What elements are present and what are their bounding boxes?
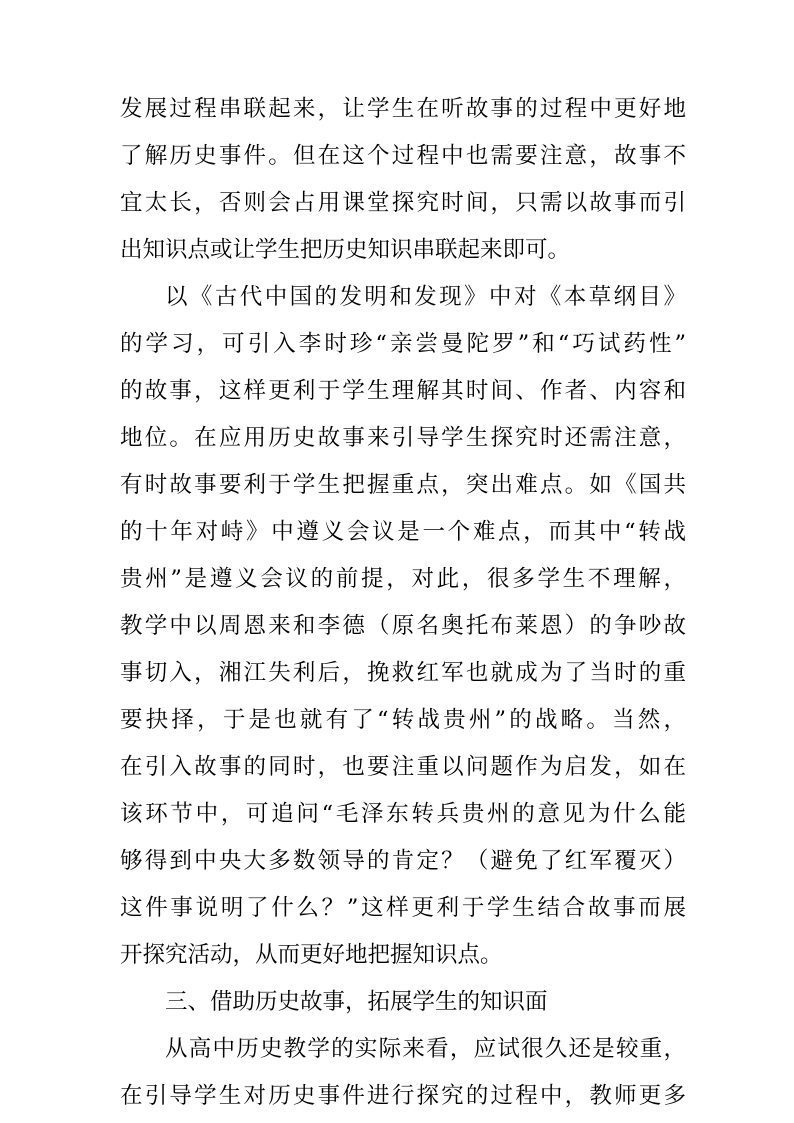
section-heading: [120, 979, 686, 1026]
text-line: 从高中历史教学的实际来看，应试很久还是较重，: [165, 1036, 686, 1062]
text-line: 在引入故事的同时，也要注重以问题作为启发，如在: [120, 754, 686, 780]
text-line: 该环节中，可追问“毛泽东转兵贵州的意见为什么能: [120, 801, 686, 827]
text-line: 贵州”是遵义会议的前提，对此，很多学生不理解，: [120, 566, 686, 592]
text-line: 宜太长，否则会占用课堂探究时间，只需以故事而引: [120, 190, 686, 216]
text-line: 在引导学生对历史事件进行探究的过程中，教师更多: [120, 1083, 686, 1109]
text-line: 要抉择，于是也就有了“转战贵州”的战略。当然，: [120, 707, 686, 733]
paragraph-exam-pressure: [120, 1026, 686, 1120]
paragraph-story-length: [120, 86, 686, 274]
text-line: 有时故事要利于学生把握重点，突出难点。如《国共: [120, 472, 686, 498]
text-line: 地位。在应用历史故事来引导学生探究时还需注意，: [120, 425, 686, 451]
text-line: 事切入，湘江失利后，挽救红军也就成为了当时的重: [120, 660, 686, 686]
text-line: 出知识点或让学生把历史知识串联起来即可。: [120, 237, 571, 263]
text-line: 这件事说明了什么？”这样更利于学生结合故事而展: [120, 895, 686, 921]
text-line: 以《古代中国的发明和发现》中对《本草纲目》: [165, 284, 686, 310]
text-line: 了解历史事件。但在这个过程中也需要注意，故事不: [120, 143, 686, 169]
text-line: 发展过程串联起来，让学生在听故事的过程中更好地: [120, 96, 686, 122]
document-page: [120, 86, 686, 1120]
text-line: 教学中以周恩来和李德（原名奥托布莱恩）的争吵故: [120, 613, 686, 639]
text-line: 的十年对峙》中遵义会议是一个难点，而其中“转战: [120, 519, 686, 545]
text-line: 开探究活动，从而更好地把握知识点。: [120, 942, 503, 968]
text-line: 够得到中央大多数领导的肯定？（避免了红军覆灭）: [120, 848, 686, 874]
text-line: 的学习，可引入李时珍“亲尝曼陀罗”和“巧试药性”: [120, 331, 686, 357]
heading-line: 三、借助历史故事，拓展学生的知识面: [165, 989, 548, 1015]
text-line: 的故事，这样更利于学生理解其时间、作者、内容和: [120, 378, 686, 404]
paragraph-examples: [120, 274, 686, 979]
